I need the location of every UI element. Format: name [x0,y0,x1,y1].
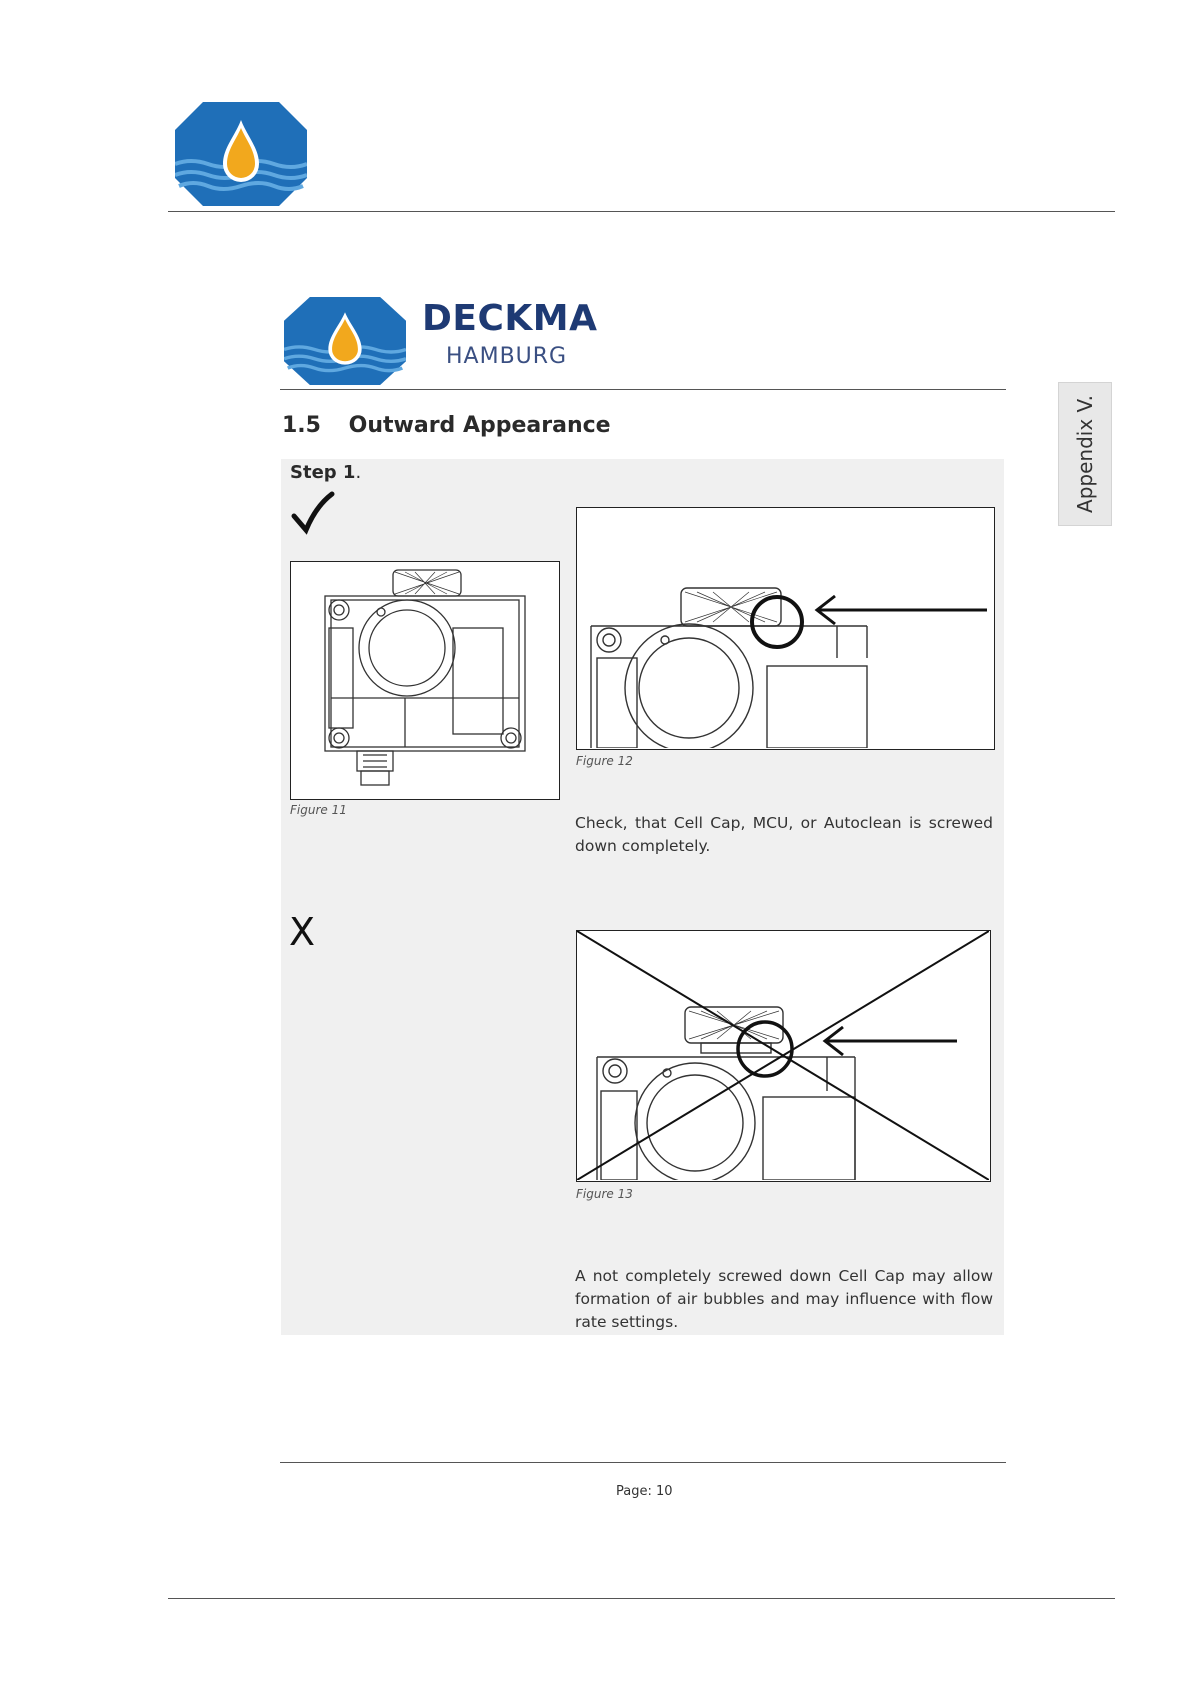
header-logo [175,102,307,206]
incorrect-warning-text: A not completely screwed down Cell Cap may allow formation of air bubbles and may influence with flow rate settings. [575,1267,993,1331]
appendix-side-tab [1058,382,1112,526]
appendix-tab-label: Appendix V. [1073,395,1097,513]
brand-name: DECKMA [422,298,598,339]
section-number: 1.5 [282,413,321,438]
checkmark-icon [290,490,336,540]
figure-12-caption: Figure 12 [576,754,633,768]
document-footer-rule [280,1462,1006,1463]
figure-13-caption: Figure 13 [576,1187,633,1201]
page-footer-rule [168,1598,1115,1599]
section-heading [282,413,611,438]
section-title: Outward Appearance [348,413,611,438]
oil-drop-logo-icon [284,297,406,385]
brand-subtitle: HAMBURG [446,344,568,369]
document-header-rule [280,389,1006,390]
header-rule [168,211,1115,212]
page-number: Page: 10 [616,1484,673,1499]
correct-instruction-text: Check, that Cell Cap, MCU, or Autoclean is screwed down completely. [575,814,993,855]
document-logo [284,297,406,385]
oil-drop-logo-icon [175,102,307,206]
step-label: Step 1. [290,462,362,483]
figure-11 [290,561,560,800]
incorrect-mark: X [289,910,316,954]
figure-12 [576,507,995,750]
figure-13 [576,930,991,1182]
figure-11-caption: Figure 11 [290,803,347,817]
